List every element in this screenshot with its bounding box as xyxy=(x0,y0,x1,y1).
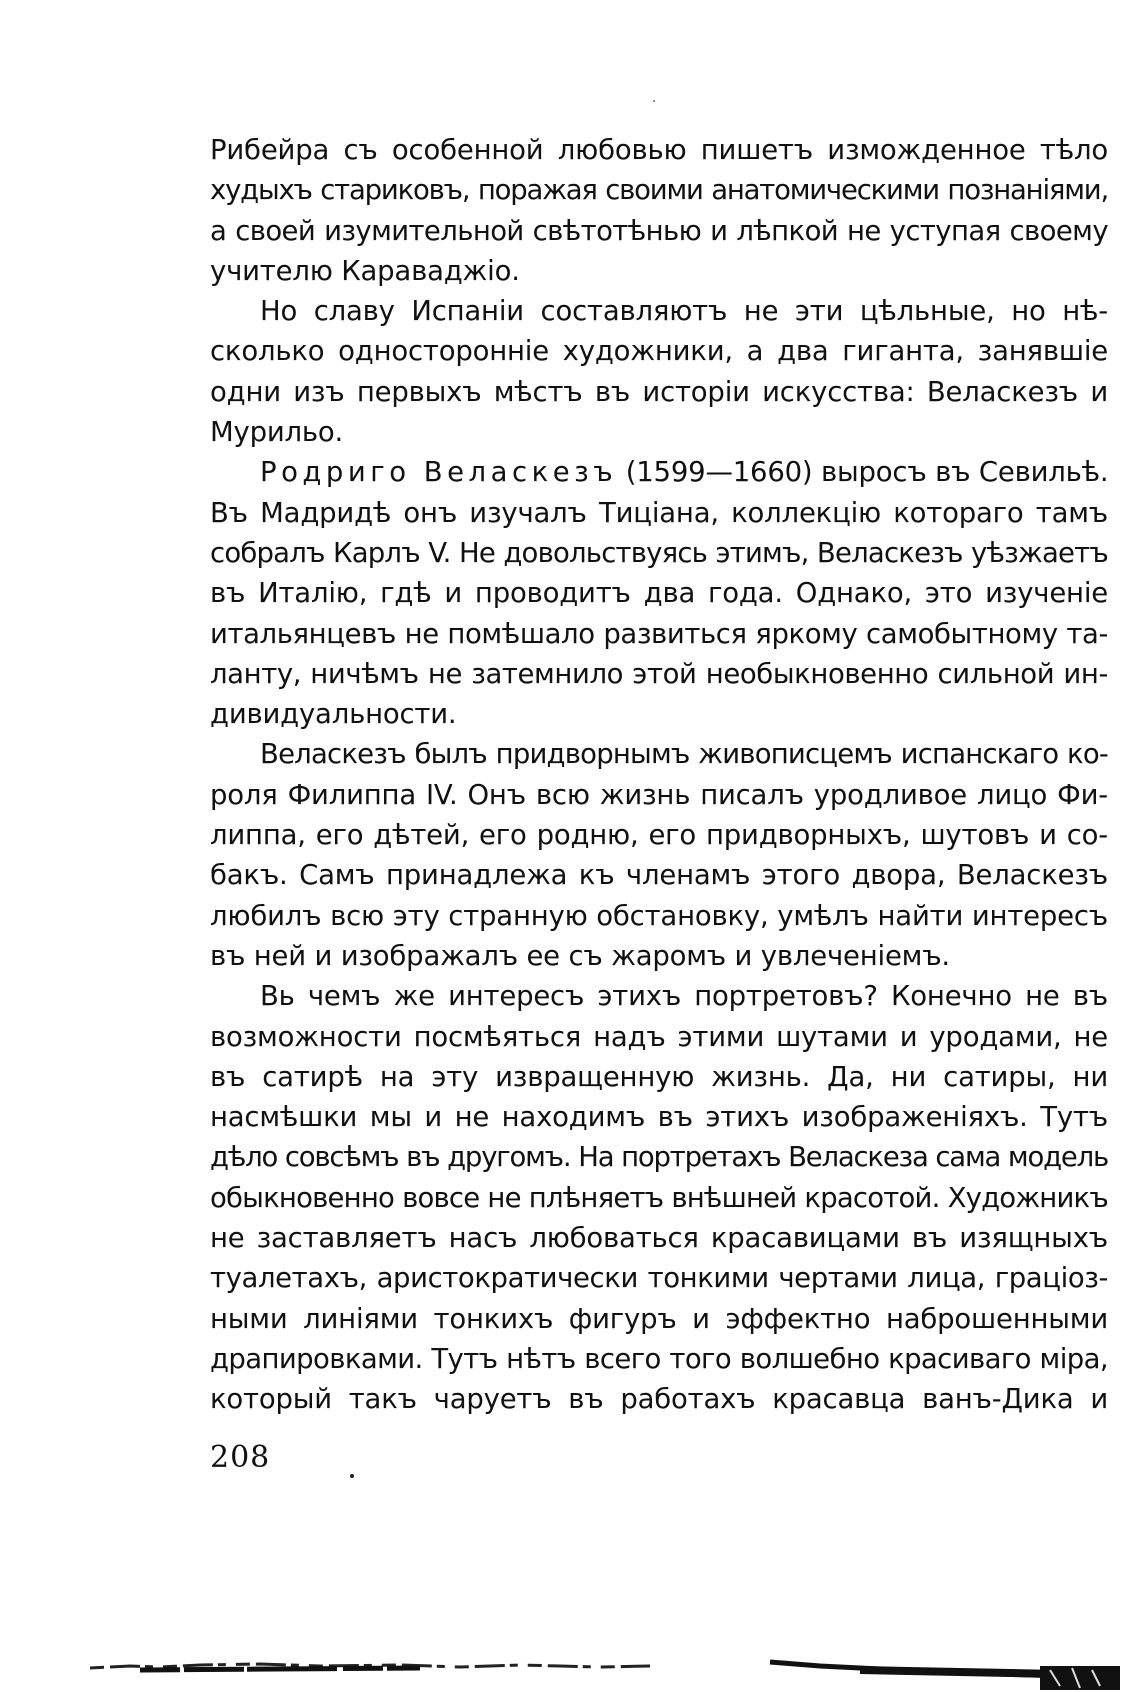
scan-dot xyxy=(350,1474,354,1478)
text-line: дивидуальности. xyxy=(210,698,457,731)
text-line: обыкновенно вовсе не плѣняетъ внѣшней красотой. Художникъ xyxy=(210,1181,1108,1214)
text-line: ными линіями тонкихъ фигуръ и эффектно наброшенными xyxy=(210,1302,1108,1335)
text-line: туалетахъ, аристократически тонкими чертами лица, граціоз- xyxy=(210,1262,1108,1295)
text-line: Въ Мадридѣ онъ изучалъ Тиціана, коллекцію котораго тамъ xyxy=(210,496,1108,529)
text-line xyxy=(210,452,1108,492)
text-line: въ Италію, гдѣ и проводитъ два года. Однако, это изученіе xyxy=(210,577,1108,610)
body-text xyxy=(210,130,1108,1420)
text-line: ланту, ничѣмъ не затемнило этой необыкновенно сильной ин- xyxy=(210,657,1108,690)
text-line: который такъ чаруетъ въ работахъ красавца ванъ-Дика и xyxy=(210,1383,1108,1416)
text-line: Мурильо. xyxy=(210,416,344,449)
text-line: въ сатирѣ на эту извращенную жизнь. Да, ни сатиры, ни xyxy=(210,1060,1108,1093)
text-line: учителю Караваджіо. xyxy=(210,254,520,287)
line-rest: (1599—1660) выросъ въ Севильѣ. xyxy=(617,456,1108,489)
text-line: липпа, его дѣтей, его родню, его придворныхъ, шутовъ и со- xyxy=(210,819,1108,852)
text-line: въ ней и изображалъ ее съ жаромъ и увлеченіемъ. xyxy=(210,939,950,972)
text-line: сколько односторонніе художники, а два гиганта, занявшіе xyxy=(210,335,1108,368)
text-line: драпировками. Тутъ нѣтъ всего того волшебно красиваго міра, xyxy=(210,1342,1108,1375)
text-line: Рибейра съ особенной любовью пишетъ изможденное тѣло xyxy=(210,134,1108,166)
scan-bottom-edge xyxy=(0,1640,1140,1692)
text-line: возможности посмѣяться надъ этими шутами и уродами, не xyxy=(210,1020,1108,1053)
text-line: Веласкезъ былъ придворнымъ живописцемъ испанскаго ко- xyxy=(260,738,1108,771)
scan-speck xyxy=(653,100,655,102)
text-line: одни изъ первыхъ мѣстъ въ исторіи искусства: Веласкезъ и xyxy=(210,375,1108,408)
text-line: не заставляетъ насъ любоваться красавицами въ изящныхъ xyxy=(210,1222,1108,1255)
spaced-name: Родриго Веласкезъ xyxy=(260,456,618,489)
text-line: а своей изумительной свѣтотѣнью и лѣпкой не уступая своему xyxy=(210,214,1108,247)
page-number: 208 xyxy=(210,1440,271,1475)
text-line: собралъ Карлъ V. Не довольствуясь этимъ, Веласкезъ уѣзжаетъ xyxy=(210,536,1108,569)
text-line: Вь чемъ же интересъ этихъ портретовъ? Конечно не въ xyxy=(260,980,1108,1013)
text-line: насмѣшки мы и не находимъ въ этихъ изображеніяхъ. Тутъ xyxy=(210,1101,1108,1134)
text-line: роля Филиппа IV. Онъ всю жизнь писалъ уродливое лицо Фи- xyxy=(210,778,1108,811)
text-line: Но славу Испаніи составляютъ не эти цѣльные, но нѣ- xyxy=(260,295,1108,328)
text-line: худыхъ стариковъ, поражая своими анатомическими познаніями, xyxy=(210,174,1108,207)
text-line: дѣло совсѣмъ въ другомъ. На портретахъ Веласкеза сама модель xyxy=(210,1141,1108,1174)
text-line: бакъ. Самъ принадлежа къ членамъ этого двора, Веласкезъ xyxy=(210,859,1108,892)
text-line: любилъ всю эту странную обстановку, умѣлъ найти интересъ xyxy=(210,899,1108,932)
text-line: итальянцевъ не помѣшало развиться яркому самобытному та- xyxy=(210,617,1108,650)
